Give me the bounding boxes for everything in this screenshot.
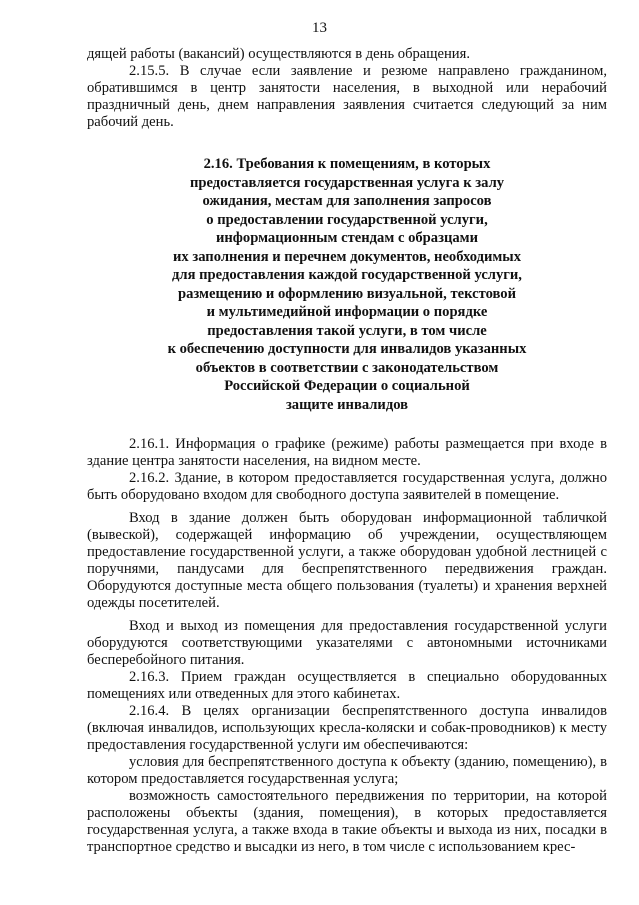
- paragraph-independent-movement: возможность самостоятельного передвижения по территории, на которой расположены объекты (здания, помещения), в которых предоставляется государственная услуга, а также входа в такие объекты и выхода из них, посадки в транспортное средство и высадки из него, в том числе с использованием крес-: [87, 788, 607, 855]
- heading-line: предоставления такой услуги, в том числе: [207, 322, 487, 339]
- document-body: [87, 46, 607, 856]
- heading-line: размещению и оформлению визуальной, текстовой: [177, 285, 517, 302]
- heading-line: и мультимедийной информации о порядке: [206, 304, 488, 320]
- heading-line: их заполнения и перечнем документов, необходимых: [172, 248, 521, 265]
- heading-line: Российской Федерации о социальной: [224, 378, 470, 394]
- paragraph-2-15-5: 2.15.5. В случае если заявление и резюме направлено гражданином, обратившимся в центр занятости населения, в выходной или нерабочий праздничный день, днем направления заявления считается следующий за ним рабочий день.: [87, 63, 607, 130]
- paragraph-2-16-2: 2.16.2. Здание, в котором предоставляется государственная услуга, должно быть оборудовано входом для свободного доступа заявителей в помещение.: [87, 470, 607, 503]
- intro-continuation: дящей работы (вакансий) осуществляются в день обращения.: [87, 46, 470, 62]
- paragraph-entrance-exit: Вход и выход из помещения для предоставления государственной услуги оборудуются соответствующими указателями с автономными источниками бесперебойного питания.: [87, 618, 607, 668]
- heading-line: предоставляется государственная услуга к залу: [189, 174, 505, 191]
- paragraph-entrance: Вход в здание должен быть оборудован информационной табличкой (вывеской), содержащей информацию об учреждении, осуществляющем предоставление государственной услуги, а также оборудован удобной лестницей с поручнями, пандусами для беспрепятственного передвижения граждан. Оборудуются доступные места общего пользования (туалеты) и хранения верхней одежды посетителей.: [87, 510, 607, 611]
- heading-line: информационным стендам с образцами: [215, 230, 478, 246]
- paragraph-2-16-1: 2.16.1. Информация о графике (режиме) работы размещается при входе в здание центра занятости населения, на видном месте.: [87, 436, 607, 469]
- heading-line: для предоставления каждой государственной услуги,: [172, 267, 522, 283]
- heading-line: объектов в соответствии с законодательством: [195, 359, 499, 376]
- heading-line: к обеспечению доступности для инвалидов указанных: [167, 341, 527, 357]
- paragraph-access-conditions: условия для беспрепятственного доступа к объекту (зданию, помещению), в котором предоставляется государственная услуга;: [87, 754, 607, 787]
- heading-line: 2.16. Требования к помещениям, в которых: [203, 156, 491, 172]
- heading-line: о предоставлении государственной услуги,: [206, 211, 488, 228]
- paragraph-2-16-4: 2.16.4. В целях организации беспрепятственного доступа инвалидов (включая инвалидов, использующих кресла-коляски и собак-проводников) к месту предоставления государственной услуги им обеспечиваются:: [87, 703, 607, 753]
- section-heading-2-16: [87, 155, 607, 414]
- heading-line: ожидания, местам для заполнения запросов: [202, 193, 492, 209]
- paragraph-2-16-3: 2.16.3. Прием граждан осуществляется в специально оборудованных помещениях или отведенных для этого кабинетах.: [87, 669, 607, 702]
- page-number: 13: [312, 20, 327, 36]
- heading-line: защите инвалидов: [285, 396, 409, 413]
